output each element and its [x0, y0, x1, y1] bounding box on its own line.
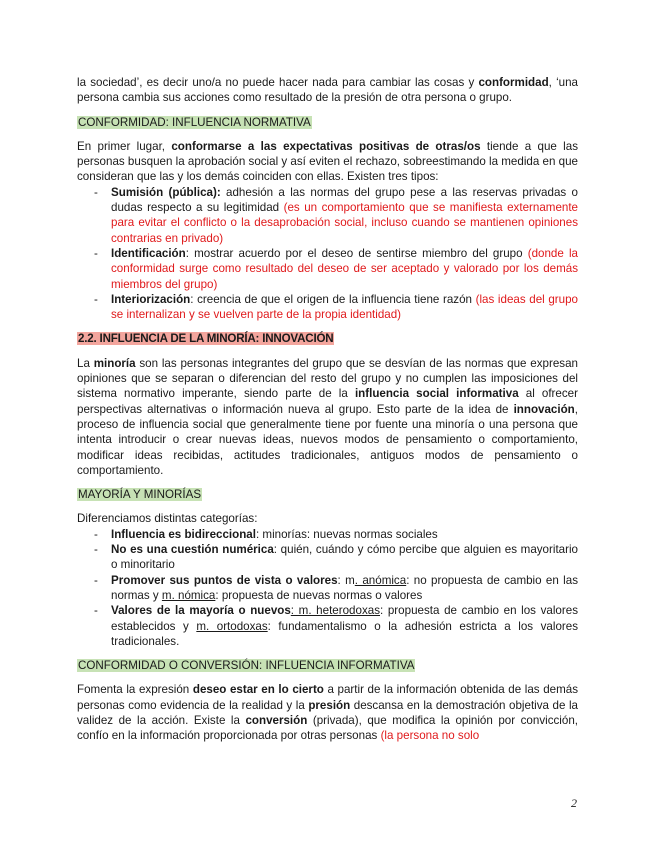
categorias-list: [77, 527, 578, 649]
red-note: (la persona no solo: [380, 729, 480, 743]
text: adhesión a las normas del grupo pese a las reservas privadas o dudas respecto a su legitimidad: [111, 185, 578, 215]
text: En primer lugar,: [77, 139, 172, 153]
text: (privada), que modifica la opinión por convicción, confío en la información proporcionada por otras personas: [77, 713, 578, 743]
conversion-paragraph: [77, 682, 578, 743]
list-item: [77, 292, 578, 323]
bold-term: innovación: [513, 402, 575, 416]
bold-term: deseo estar en lo cierto: [192, 683, 324, 697]
list-item: [77, 527, 578, 542]
bold-term: conformarse a las expectativas positivas de otras/os: [171, 139, 481, 153]
text: tiende a que las personas busquen la aprobación social y así eviten el rechazo, sobreestimando la medida en que consideran que las y los demás coinciden con ellas. Existen tres tipos:: [77, 139, 578, 184]
text: : m: [337, 573, 355, 587]
text: : minorías: nuevas normas sociales: [255, 527, 438, 541]
bold-term: presión: [308, 698, 351, 712]
text: la sociedad’, es decir uno/a no puede hacer nada para cambiar las cosas y: [77, 76, 479, 89]
text: son las personas integrantes del grupo que se desvían de las normas que expresan opiniones que se separan o diferencian del resto del grupo y no cumplen las imposiciones del sistema normativo imperante, siendo parte de la: [77, 356, 578, 401]
bold-term: Valores de la mayoría o nuevos: [111, 604, 291, 618]
section-heading-conversion: [77, 658, 578, 673]
bold-term: conversión: [245, 713, 308, 727]
red-note: (las ideas del grupo se internalizan y se vuelven parte de la propia identidad): [111, 292, 578, 322]
tipos-list: [77, 185, 578, 323]
text: Fomenta la expresión: [77, 683, 193, 697]
bold-term: Interiorización: [111, 292, 191, 306]
section-heading-normativa: [77, 115, 578, 130]
underlined-term: : m. heterodoxas: [290, 604, 380, 618]
bold-term: Influencia es bidireccional: [111, 527, 256, 541]
text: , ‘una persona cambia sus acciones como resultado de la presión de otra persona o grupo.: [77, 76, 578, 105]
heading-text: CONFORMIDAD O CONVERSIÓN: INFLUENCIA INFORMATIVA: [78, 659, 415, 673]
dash-bullet: -: [94, 604, 98, 618]
dash-bullet: -: [94, 543, 98, 557]
text: : no propuesta de cambio en las normas y: [111, 573, 579, 602]
text: al ofrecer perspectivas alternativas o información nueva al grupo. Esto parte de la idea de: [77, 387, 578, 416]
section-heading-mayoria: [77, 487, 578, 502]
heading-text: MAYORÍA Y MINORÍAS: [78, 488, 202, 502]
list-item: [77, 573, 578, 604]
text: La: [77, 356, 94, 370]
page-number: 2: [571, 796, 577, 810]
bold-term: influencia social informativa: [354, 387, 519, 401]
minoria-paragraph: [77, 356, 578, 478]
text: descansa en la demostración objetiva de la validez de la acción. Existe la: [77, 698, 578, 727]
text: : propuesta de nuevas normas o valores: [215, 588, 423, 602]
underlined-term: m. nómica: [161, 588, 216, 602]
categorias-intro: Diferenciamos distintas categorías:: [77, 512, 258, 526]
text: : mostrar acuerdo por el deseo de sentirse miembro del grupo: [185, 246, 528, 260]
bold-term: minoría: [93, 356, 136, 370]
dash-bullet: -: [94, 185, 98, 199]
red-note: (es un comportamiento que se manifiesta externamente para evitar el conflicto o la desaprobación social, incluso cuando se mantienen opiniones contrarias en privado): [111, 201, 579, 245]
text: : creencia de que el origen de la influencia tiene razón: [190, 292, 476, 306]
document-page: [77, 75, 578, 744]
text: , proceso de influencia social que generalmente tiene por fuente una minoría o una persona que intenta introducir o crear nuevas ideas, nuevos modos de pensamiento o comportamiento, modificar ideas recibidas, actitudes tradicionales, antiguos modos de pensamiento o comportamiento.: [77, 402, 578, 477]
dash-bullet: -: [94, 292, 98, 306]
section-heading-minoria: [77, 331, 578, 346]
bold-term: Sumisión (pública):: [111, 185, 221, 199]
bold-term: No es una cuestión numérica: [111, 543, 274, 557]
intro-paragraph: [77, 75, 578, 106]
dash-bullet: -: [94, 573, 98, 587]
list-item: [77, 185, 578, 246]
text: : propuesta de cambio en los valores establecidos y: [111, 604, 578, 633]
normativa-paragraph: [77, 139, 578, 185]
dash-bullet: -: [94, 246, 98, 260]
bold-term: conformidad: [478, 76, 549, 89]
bold-term: Promover sus puntos de vista o valores: [111, 573, 338, 587]
underlined-term: m. ortodoxas: [196, 619, 268, 633]
heading-text: 2.2. INFLUENCIA DE LA MINORÍA: INNOVACIÓN: [78, 332, 334, 346]
text: : quién, cuándo y cómo percibe que alguien es mayoritario o minoritario: [111, 543, 578, 572]
list-item: [77, 542, 578, 573]
text: a partir de la información obtenida de las demás personas como evidencia de la realidad y la: [77, 683, 578, 712]
underlined-term: . anómica: [354, 573, 407, 587]
red-note: (donde la conformidad surge como resultado del deseo de ser aceptado y valorado por los demás miembros del grupo): [111, 246, 578, 291]
dash-bullet: -: [94, 527, 98, 541]
list-item: [77, 246, 578, 292]
text: : fundamentalismo o la adhesión estricta a los valores tradicionales.: [111, 619, 579, 648]
heading-text: CONFORMIDAD: INFLUENCIA NORMATIVA: [78, 115, 311, 129]
list-item: [77, 603, 578, 649]
bold-term: Identificación: [111, 246, 186, 260]
